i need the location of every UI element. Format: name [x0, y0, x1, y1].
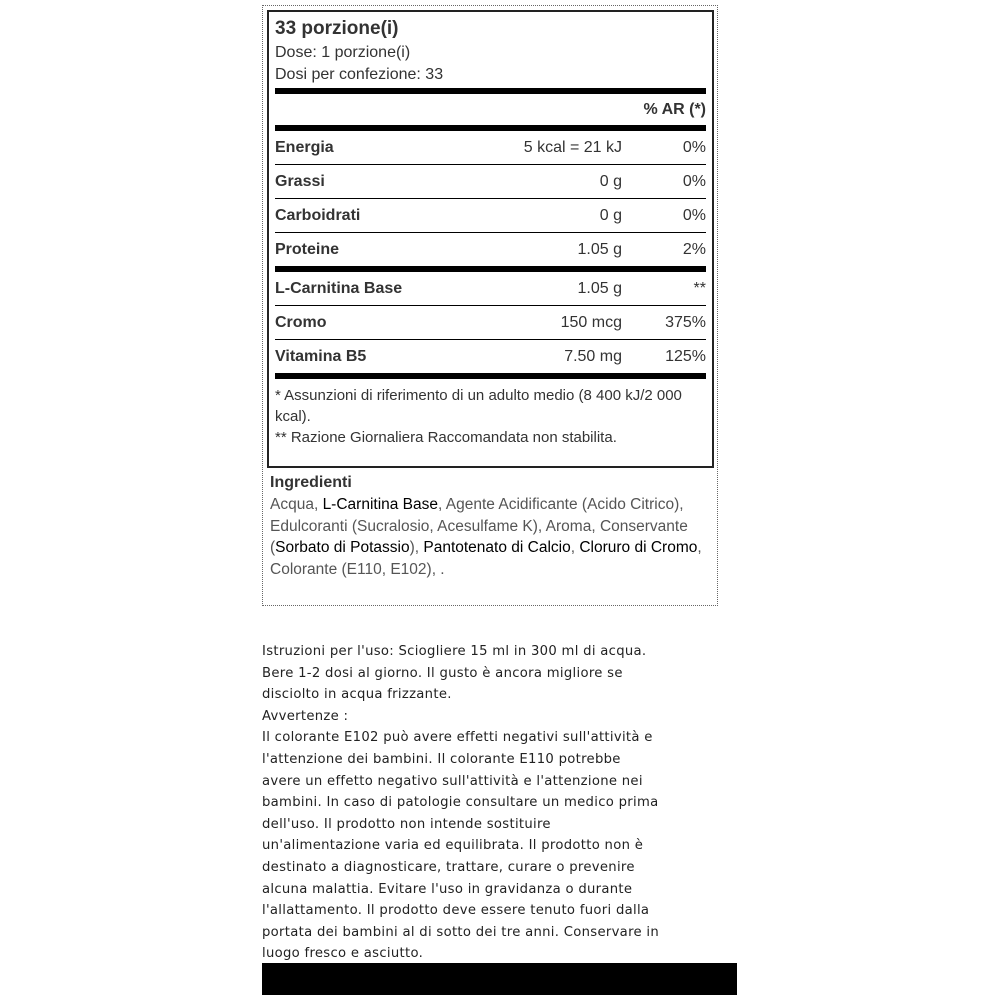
nutrient-amount: 1.05 g — [577, 279, 622, 297]
ingredient-text: , Colorante (E110, E102), . — [270, 539, 702, 578]
nutrient-row — [275, 199, 706, 233]
ingredient-highlight: Cloruro di Cromo — [579, 539, 698, 556]
ingredient-text: , Agente Acidificante (Acido Citrico), Edulcoranti (Sucralosio, Acesulfame K), Aroma, Conservante ( — [270, 496, 688, 556]
nutrient-amount: 5 kcal = 21 kJ — [523, 138, 622, 156]
ingredient-highlight: Sorbato di Potassio — [275, 539, 410, 556]
nutrition-label — [267, 10, 714, 468]
ingredients-section — [270, 472, 710, 580]
nutrient-ar: ** — [693, 279, 706, 297]
ingredients-heading: Ingredienti — [270, 474, 352, 491]
ingredient-highlight: L-Carnitina Base — [322, 496, 439, 513]
instructions-text: Istruzioni per l'uso: Sciogliere 15 ml in 300 ml di acqua. Bere 1-2 dosi al giorno. Il gusto è ancora migliore se disciolto in acqua frizzante. Avvertenze : Il colorante E102 può avere effetti negativi sull'attività e l'attenzione dei bambini. Il colorante E110 potrebbe avere un effetto negativo sull'attività e l'attenzione nei bambini. In caso di patologie consultare un medico prima dell'uso. Il prodotto non intende sostituire un'alimentazione varia ed equilibrata. Il prodotto non è destinato a diagnosticare, trattare, curare o prevenire alcuna malattia. Evitare l'uso in gravidanza o durante l'allattamento. Il prodotto deve essere tenuto fuori dalla portata dei bambini al di sotto dei tre anni. Conservare in luogo fresco e asciutto. — [262, 644, 660, 962]
nutrient-row — [275, 233, 706, 266]
doses-per-pack: Dosi per confezione: 33 — [275, 66, 444, 83]
nutrient-ar: 375% — [665, 313, 706, 331]
nutrient-name: Carboidrati — [275, 206, 361, 224]
nutrient-amount: 0 g — [599, 206, 622, 224]
servings-title: 33 porzione(i) — [275, 18, 399, 39]
ingredients-text — [270, 494, 710, 580]
nutrient-row — [275, 340, 706, 373]
nutrient-amount: 150 mcg — [560, 313, 622, 331]
footnote-reference-intake: * Assunzioni di riferimento di un adulto medio (8 400 kJ/2 000 kcal). — [275, 387, 682, 425]
nutrient-ar: 2% — [682, 240, 706, 258]
ingredient-text: Acqua, — [270, 496, 323, 513]
nutrient-ar: 0% — [682, 172, 706, 190]
nutrient-name: Vitamina B5 — [275, 347, 367, 365]
ingredient-text: , — [570, 539, 580, 556]
ingredient-highlight: Pantotenato di Calcio — [423, 539, 571, 556]
nutrient-name: Proteine — [275, 240, 340, 258]
nutrient-ar: 0% — [682, 138, 706, 156]
column-header-ar: % AR (*) — [643, 101, 706, 118]
dose-text: Dose: 1 porzione(i) — [275, 44, 411, 61]
nutrient-ar: 0% — [682, 206, 706, 224]
nutrient-amount: 1.05 g — [577, 240, 622, 258]
nutrient-row — [275, 165, 706, 199]
nutrition-panel — [262, 5, 718, 606]
nutrient-name: L-Carnitina Base — [275, 279, 403, 297]
nutrient-table-extra — [275, 272, 706, 373]
nutrient-table-main — [275, 131, 706, 266]
nutrient-amount: 7.50 mg — [564, 347, 622, 365]
ingredient-text: ), — [409, 539, 424, 556]
nutrient-row — [275, 272, 706, 306]
nutrient-amount: 0 g — [599, 172, 622, 190]
nutrient-ar: 125% — [665, 347, 706, 365]
nutrient-row — [275, 131, 706, 165]
black-bar — [262, 963, 737, 995]
nutrient-row — [275, 306, 706, 340]
nutrient-name: Cromo — [275, 313, 327, 331]
nutrient-name: Grassi — [275, 172, 325, 190]
footnote-rda: ** Razione Giornaliera Raccomandata non stabilita. — [275, 429, 617, 446]
nutrient-name: Energia — [275, 138, 334, 156]
